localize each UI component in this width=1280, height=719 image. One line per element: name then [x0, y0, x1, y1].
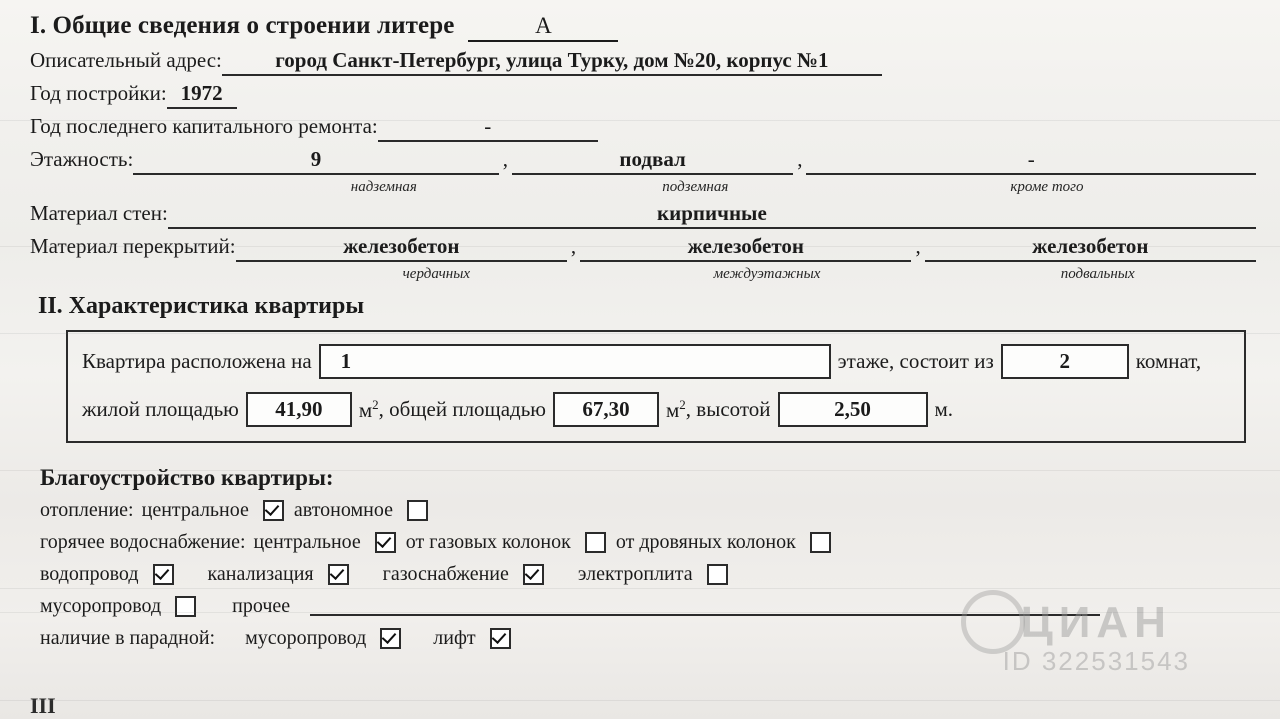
last-repair-row [30, 114, 1256, 142]
address-value: город Санкт-Петербург, улица Турку, дом №20, корпус №1 [222, 48, 882, 76]
floor-prefix-label: Квартира расположена на [82, 349, 312, 373]
hot-water-label: горячее водоснабжение: [40, 531, 246, 553]
floors-row [30, 147, 1256, 175]
water-supply-checkbox[interactable] [153, 564, 174, 585]
hot-water-wood-checkbox[interactable] [810, 532, 831, 553]
amenity-row-chute-other [40, 595, 1256, 618]
amenity-row-entrance [40, 627, 1256, 650]
apartment-line-2 [82, 392, 1230, 427]
sewerage-checkbox[interactable] [328, 564, 349, 585]
gas-supply-label: газоснабжение [382, 563, 509, 585]
address-row [30, 48, 1256, 76]
entrance-chute-checkbox[interactable] [380, 628, 401, 649]
address-label: Описательный адрес: [30, 48, 222, 72]
litera-value: А [468, 13, 618, 42]
ceilings-label: Материал перекрытий: [30, 234, 236, 258]
amenity-row-heating [40, 499, 1256, 522]
section-1-title-text: I. Общие сведения о строении литере [30, 12, 455, 39]
entrance-chute-label: мусоропровод [245, 627, 367, 649]
hot-water-central-label: центральное [253, 531, 361, 553]
unit-m2-total: $м^2$ [666, 396, 686, 422]
walls-label: Материал стен: [30, 201, 168, 225]
living-area-value: 41,90 [246, 392, 352, 427]
amenity-row-utilities [40, 563, 1256, 586]
floors-other-value: - [806, 147, 1256, 175]
other-input-line[interactable] [310, 597, 1100, 616]
garbage-chute-checkbox[interactable] [175, 596, 196, 617]
comma-1: , [502, 147, 508, 171]
height-value: 2,50 [778, 392, 928, 427]
caption-inter: междуэтажных [713, 266, 821, 282]
caption-attic: чердачных [402, 266, 471, 282]
heating-option-central-label: центральное [141, 499, 249, 521]
caption-basement: подвальных [1060, 266, 1135, 282]
heating-autonomous-checkbox[interactable] [407, 500, 428, 521]
ceilings-row [30, 234, 1256, 262]
living-area-label: жилой площадью [82, 397, 239, 421]
heating-central-checkbox[interactable] [263, 500, 284, 521]
comma-2: , [797, 147, 803, 171]
scan-artifact-line [0, 333, 1280, 334]
hot-water-gas-label: от газовых колонок [405, 531, 571, 553]
apartment-characteristics-box [66, 330, 1246, 443]
entrance-elevator-checkbox[interactable] [490, 628, 511, 649]
entrance-label: наличие в парадной: [40, 627, 216, 649]
scan-artifact-line [0, 470, 1280, 471]
walls-value: кирпичные [168, 201, 1256, 229]
garbage-chute-label: мусоропровод [40, 595, 162, 617]
electric-stove-checkbox[interactable] [707, 564, 728, 585]
floors-above-value: 9 [133, 147, 498, 175]
scan-artifact-line [0, 700, 1280, 701]
floors-label: Этажность: [30, 147, 134, 171]
ceilings-captions [30, 266, 1256, 283]
caption-other: кроме того [1010, 179, 1084, 195]
total-area-value: 67,30 [553, 392, 659, 427]
section-1-title [30, 12, 1256, 42]
gas-supply-checkbox[interactable] [523, 564, 544, 585]
comma-3: , [570, 234, 577, 258]
scan-artifact-line [0, 246, 1280, 247]
scan-artifact-line [0, 120, 1280, 121]
amenities-title: Благоустройство квартиры: [40, 465, 334, 490]
entrance-elevator-label: лифт [433, 627, 476, 649]
sewerage-label: канализация [207, 563, 314, 585]
year-built-value: 1972 [167, 81, 237, 109]
rooms-suffix-label: комнат, [1135, 349, 1202, 373]
floors-captions [30, 179, 1256, 196]
total-area-label: , общей площадью [378, 397, 546, 421]
walls-row [30, 201, 1256, 229]
unit-m-height: м. [934, 397, 954, 421]
ceilings-inter-value: железобетон [580, 234, 911, 262]
hot-water-gas-checkbox[interactable] [585, 532, 606, 553]
scan-artifact-line [0, 588, 1280, 589]
section-3-heading-partial: III [30, 693, 56, 718]
last-repair-label: Год последнего капитального ремонта: [30, 114, 378, 138]
height-label: , высотой [685, 397, 771, 421]
watermark-brand: ЦИАН [1020, 598, 1172, 647]
year-built-row [30, 81, 1256, 109]
year-built-label: Год постройки: [30, 81, 167, 105]
last-repair-value: - [378, 114, 598, 142]
amenities-list [40, 499, 1256, 650]
comma-4: , [915, 234, 921, 258]
ceilings-attic-value: железобетон [236, 234, 567, 262]
scan-artifact-line [0, 612, 1280, 613]
hot-water-central-checkbox[interactable] [375, 532, 396, 553]
section-2-title: II. Характеристика квартиры [38, 293, 365, 319]
caption-above: надземная [350, 179, 417, 195]
ceilings-basement-value: железобетон [925, 234, 1256, 262]
floors-below-value: подвал [512, 147, 793, 175]
water-supply-label: водопровод [40, 563, 139, 585]
amenity-row-hot-water [40, 531, 1256, 554]
electric-stove-label: электроплита [577, 563, 693, 585]
rooms-value: 2 [1001, 344, 1129, 379]
rooms-mid-label: этаже, состоит из [837, 349, 994, 373]
caption-below: подземная [662, 179, 729, 195]
heating-label: отопление: [40, 499, 134, 521]
floor-value: 1 [319, 344, 831, 379]
watermark-id: ID 322531543 [1002, 646, 1190, 676]
other-label: прочее [232, 595, 291, 617]
unit-m2-living: $м^2$ [358, 396, 379, 422]
apartment-line-1 [82, 344, 1230, 379]
hot-water-wood-label: от дровяных колонок [615, 531, 796, 553]
heating-option-autonomous-label: автономное [293, 499, 393, 521]
